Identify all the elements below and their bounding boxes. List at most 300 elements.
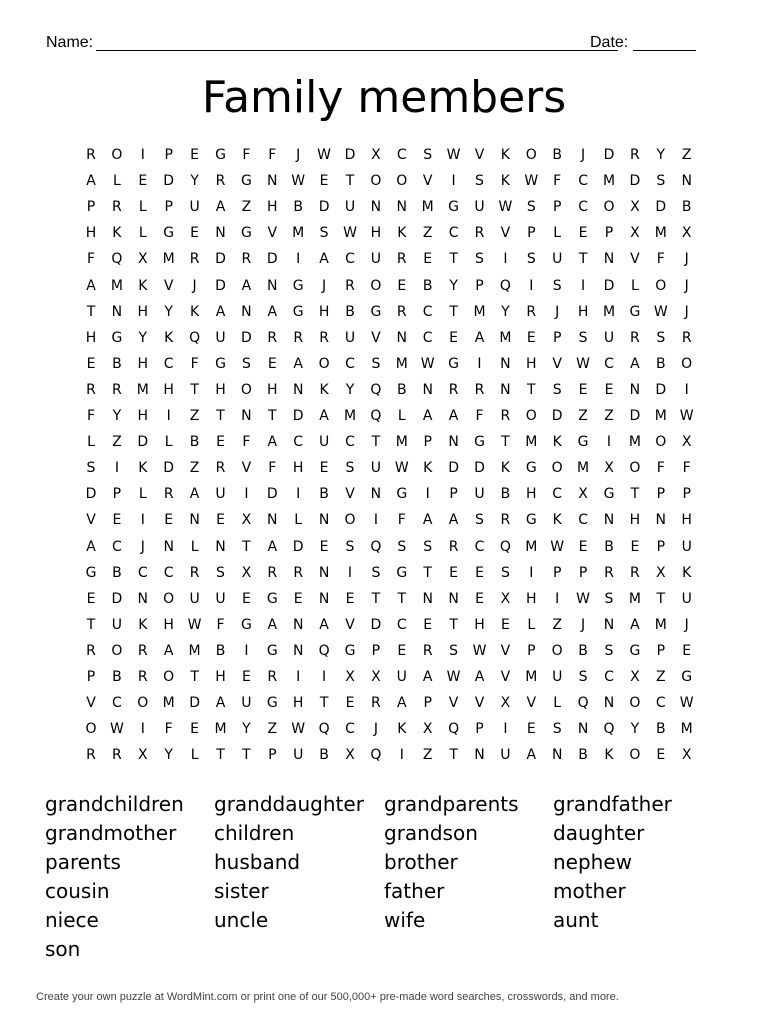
grid-letter: Y	[112, 408, 122, 424]
grid-letter: M	[136, 381, 149, 398]
grid-letter: S	[604, 590, 614, 607]
grid-letter: C	[163, 355, 174, 372]
grid-letter: R	[474, 381, 485, 398]
grid-row	[0, 171, 768, 197]
grid-letter: U	[344, 329, 356, 346]
grid-letter: G	[474, 434, 485, 451]
grid-letter: N	[629, 381, 641, 398]
grid-letter: J	[684, 251, 689, 268]
grid-letter: B	[578, 747, 588, 764]
grid-letter: Z	[656, 669, 666, 685]
grid-letter: O	[163, 590, 175, 607]
grid-letter: G	[266, 695, 278, 712]
grid-letter: O	[525, 147, 537, 163]
grid-letter: P	[604, 225, 614, 242]
grid-letter: I	[581, 277, 586, 294]
grid-letter: R	[112, 381, 122, 398]
grid-letter: V	[86, 695, 96, 712]
grid-letter: J	[581, 616, 586, 633]
grid-letter: Q	[577, 695, 589, 712]
grid-letter: I	[140, 512, 145, 529]
grid-letter: T	[242, 747, 251, 764]
grid-letter: X	[630, 199, 640, 216]
grid-row	[0, 537, 768, 563]
grid-letter: B	[319, 486, 329, 503]
word-bank-item: granddaughter	[214, 792, 364, 816]
grid-letter: A	[215, 695, 226, 712]
grid-letter: E	[423, 251, 433, 268]
grid-letter: G	[448, 355, 460, 372]
word-bank-item: husband	[214, 850, 301, 874]
grid-letter: W	[472, 642, 487, 659]
grid-letter: Q	[448, 721, 460, 738]
grid-letter: W	[576, 355, 591, 372]
grid-letter: D	[655, 381, 667, 398]
word-bank-item: grandparents	[384, 792, 519, 816]
grid-letter: M	[525, 669, 538, 685]
grid-letter: U	[474, 199, 485, 216]
grid-letter: R	[267, 329, 278, 346]
grid-letter: P	[371, 642, 381, 659]
grid-letter: T	[578, 251, 588, 268]
grid-letter: D	[241, 329, 252, 346]
grid-letter: T	[371, 434, 381, 451]
grid-letter: S	[449, 642, 459, 659]
grid-letter: D	[474, 460, 485, 477]
grid-letter: L	[87, 434, 95, 451]
grid-letter: M	[162, 251, 175, 268]
grid-letter: S	[656, 173, 666, 190]
grid-letter: T	[345, 173, 355, 190]
grid-letter: Z	[578, 408, 588, 424]
grid-letter: V	[500, 669, 511, 685]
grid-letter: B	[112, 669, 122, 685]
grid-letter: J	[296, 147, 301, 163]
grid-letter: H	[292, 695, 304, 712]
grid-letter: N	[241, 303, 252, 320]
grid-letter: O	[111, 147, 123, 163]
grid-letter: S	[578, 669, 588, 685]
grid-letter: G	[577, 434, 589, 451]
grid-letter: G	[370, 303, 382, 320]
grid-letter: L	[164, 434, 173, 451]
grid-letter: R	[371, 695, 381, 712]
grid-letter: D	[266, 251, 278, 268]
grid-row	[0, 615, 768, 641]
grid-letter: R	[630, 147, 640, 163]
grid-row	[0, 641, 768, 667]
grid-letter: G	[111, 329, 123, 346]
grid-letter: V	[267, 225, 278, 242]
grid-row	[0, 145, 768, 171]
grid-letter: E	[630, 538, 640, 555]
grid-letter: U	[474, 486, 485, 503]
grid-letter: V	[630, 251, 640, 268]
grid-letter: O	[163, 669, 175, 685]
grid-letter: F	[268, 460, 277, 477]
grid-letter: S	[552, 381, 562, 398]
grid-letter: F	[216, 616, 225, 633]
grid-letter: L	[630, 277, 639, 294]
grid-letter: G	[85, 564, 97, 581]
grid-letter: A	[267, 434, 278, 451]
word-bank-item: niece	[45, 908, 99, 932]
grid-row	[0, 667, 768, 693]
grid-letter: T	[216, 408, 225, 424]
grid-letter: N	[500, 381, 511, 398]
grid-letter: X	[500, 590, 511, 607]
grid-letter: T	[423, 564, 432, 581]
grid-letter: U	[552, 669, 563, 685]
grid-letter: C	[396, 616, 407, 633]
grid-letter: W	[394, 460, 409, 477]
grid-letter: R	[137, 669, 148, 685]
grid-letter: C	[396, 147, 407, 163]
grid-letter: T	[449, 747, 458, 764]
grid-letter: Y	[501, 303, 510, 320]
grid-letter: B	[681, 199, 692, 216]
grid-letter: S	[475, 173, 484, 190]
grid-letter: L	[527, 616, 536, 633]
grid-letter: E	[578, 381, 588, 398]
grid-letter: X	[422, 721, 433, 738]
grid-letter: O	[85, 721, 97, 738]
grid-letter: R	[396, 251, 407, 268]
grid-letter: P	[682, 486, 691, 503]
grid-letter: T	[319, 695, 329, 712]
grid-letter: T	[656, 590, 666, 607]
grid-letter: F	[242, 434, 251, 451]
grid-letter: V	[345, 486, 355, 503]
grid-letter: E	[241, 590, 251, 607]
grid-letter: A	[267, 303, 278, 320]
grid-letter: E	[216, 434, 225, 451]
grid-letter: U	[318, 434, 330, 451]
grid-letter: J	[192, 277, 197, 294]
grid-letter: K	[552, 512, 562, 529]
grid-letter: D	[266, 486, 278, 503]
grid-letter: X	[681, 747, 692, 764]
grid-letter: L	[138, 225, 147, 242]
grid-letter: O	[551, 642, 563, 659]
grid-letter: E	[345, 695, 355, 712]
footer-text: Create your own puzzle at WordMint.com or print one of our 500,000+ pre-made word searches, crosswords, and more.	[36, 991, 619, 1003]
grid-letter: X	[681, 225, 692, 242]
grid-letter: K	[397, 721, 407, 738]
grid-letter: U	[603, 329, 615, 346]
grid-letter: Q	[370, 747, 382, 764]
grid-letter: Z	[112, 434, 122, 451]
grid-letter: C	[345, 251, 355, 268]
grid-letter: S	[397, 538, 407, 555]
grid-letter: O	[318, 355, 330, 372]
grid-letter: T	[190, 381, 199, 398]
grid-letter: S	[345, 460, 355, 477]
grid-letter: S	[552, 721, 562, 738]
grid-letter: N	[448, 590, 459, 607]
grid-letter: Z	[241, 199, 252, 216]
grid-letter: J	[684, 277, 689, 294]
grid-letter: R	[448, 381, 459, 398]
grid-letter: R	[681, 329, 692, 346]
grid-letter: M	[473, 303, 486, 320]
grid-letter: V	[500, 642, 511, 659]
grid-letter: P	[527, 225, 536, 242]
grid-letter: U	[189, 590, 200, 607]
grid-letter: A	[189, 486, 200, 503]
grid-letter: G	[215, 147, 226, 163]
grid-letter: C	[604, 355, 614, 372]
grid-letter: O	[344, 512, 356, 529]
grid-letter: N	[396, 199, 408, 216]
grid-letter: N	[370, 199, 382, 216]
grid-letter: E	[293, 590, 303, 607]
grid-row	[0, 276, 768, 302]
grid-letter: F	[190, 355, 199, 372]
grid-letter: S	[86, 460, 96, 477]
grid-letter: X	[630, 669, 640, 685]
grid-letter: D	[85, 486, 97, 503]
grid-letter: M	[292, 225, 305, 242]
grid-letter: J	[555, 303, 560, 320]
grid-letter: W	[498, 199, 513, 216]
grid-letter: C	[422, 303, 433, 320]
grid-row	[0, 380, 768, 406]
grid-row	[0, 458, 768, 484]
grid-letter: D	[163, 460, 175, 477]
grid-letter: M	[395, 434, 408, 451]
grid-letter: U	[215, 329, 226, 346]
grid-letter: M	[214, 721, 227, 738]
grid-letter: I	[529, 277, 534, 294]
word-bank-item: mother	[553, 879, 626, 903]
grid-letter: R	[448, 538, 459, 555]
grid-letter: O	[655, 277, 667, 294]
grid-letter: S	[319, 225, 329, 242]
grid-letter: M	[188, 642, 201, 659]
grid-letter: E	[319, 173, 329, 190]
grid-letter: N	[267, 173, 278, 190]
grid-letter: N	[474, 747, 485, 764]
grid-letter: C	[422, 329, 433, 346]
grid-letter: Q	[370, 538, 382, 555]
grid-letter: H	[85, 329, 97, 346]
grid-letter: B	[112, 355, 122, 372]
grid-letter: W	[576, 590, 591, 607]
grid-row	[0, 197, 768, 223]
grid-letter: E	[578, 225, 588, 242]
grid-letter: P	[656, 538, 666, 555]
grid-letter: N	[215, 538, 226, 555]
grid-letter: I	[503, 721, 508, 738]
grid-letter: K	[682, 564, 692, 581]
grid-letter: Z	[604, 408, 614, 424]
grid-letter: P	[527, 642, 536, 659]
grid-letter: Q	[603, 721, 615, 738]
grid-letter: I	[529, 564, 534, 581]
grid-letter: C	[345, 721, 355, 738]
grid-letter: A	[86, 538, 96, 555]
name-label: Name:	[46, 34, 94, 51]
grid-letter: H	[526, 590, 537, 607]
grid-letter: G	[396, 486, 408, 503]
grid-letter: A	[630, 355, 640, 372]
grid-letter: M	[602, 303, 616, 320]
grid-letter: N	[267, 277, 278, 294]
grid-letter: I	[166, 408, 171, 424]
grid-letter: N	[603, 512, 615, 529]
grid-letter: A	[215, 199, 226, 216]
grid-letter: H	[526, 486, 537, 503]
grid-letter: Z	[681, 147, 692, 163]
grid-letter: S	[423, 538, 433, 555]
grid-letter: P	[656, 642, 666, 659]
grid-letter: R	[215, 460, 226, 477]
word-bank-item: parents	[45, 850, 121, 874]
grid-letter: G	[603, 486, 615, 503]
grid-letter: Y	[449, 277, 458, 294]
grid-letter: K	[397, 225, 407, 242]
grid-letter: K	[138, 616, 148, 633]
grid-letter: Z	[267, 721, 278, 738]
grid-letter: H	[137, 355, 149, 372]
grid-letter: U	[552, 251, 563, 268]
grid-letter: I	[606, 434, 612, 451]
grid-letter: M	[602, 173, 616, 190]
grid-letter: M	[680, 721, 693, 738]
grid-letter: Y	[630, 721, 640, 738]
grid-letter: X	[578, 486, 588, 503]
grid-letter: X	[345, 747, 355, 764]
grid-letter: A	[319, 616, 329, 633]
grid-letter: W	[317, 147, 332, 163]
grid-letter: D	[551, 408, 563, 424]
grid-letter: C	[604, 669, 614, 685]
grid-letter: Z	[189, 460, 200, 477]
grid-letter: H	[267, 381, 278, 398]
grid-letter: G	[629, 642, 641, 659]
grid-row	[0, 563, 768, 589]
grid-letter: C	[655, 695, 666, 712]
grid-letter: E	[319, 460, 329, 477]
grid-letter: A	[267, 616, 278, 633]
grid-letter: N	[137, 590, 149, 607]
grid-letter: D	[344, 147, 356, 163]
grid-letter: J	[373, 721, 378, 738]
grid-letter: E	[86, 590, 96, 607]
grid-letter: M	[525, 538, 538, 555]
grid-letter: A	[163, 642, 174, 659]
grid-letter: S	[241, 355, 251, 372]
grid-letter: I	[477, 355, 482, 372]
grid-letter: D	[292, 538, 304, 555]
grid-letter: R	[630, 564, 640, 581]
grid-letter: C	[112, 695, 122, 712]
grid-row	[0, 719, 768, 745]
grid-row	[0, 432, 768, 458]
grid-letter: N	[215, 225, 226, 242]
grid-letter: T	[630, 486, 640, 503]
grid-letter: P	[86, 199, 96, 216]
grid-letter: P	[164, 199, 173, 216]
grid-letter: I	[425, 486, 430, 503]
grid-letter: H	[85, 225, 97, 242]
grid-letter: W	[109, 721, 124, 738]
grid-letter: E	[112, 512, 122, 529]
word-bank-item: cousin	[45, 879, 110, 903]
grid-letter: E	[475, 564, 484, 581]
word-bank-item: brother	[384, 850, 458, 874]
grid-letter: F	[242, 147, 251, 163]
grid-letter: M	[499, 329, 512, 346]
grid-letter: E	[656, 747, 666, 764]
grid-letter: E	[190, 225, 200, 242]
grid-letter: N	[163, 538, 174, 555]
grid-letter: O	[137, 695, 149, 712]
grid-letter: E	[526, 721, 536, 738]
grid-letter: N	[603, 251, 615, 268]
grid-letter: O	[551, 460, 563, 477]
grid-letter: A	[293, 355, 303, 372]
grid-letter: X	[138, 251, 148, 268]
grid-letter: W	[291, 721, 306, 738]
grid-letter: I	[140, 721, 145, 738]
grid-letter: P	[578, 564, 588, 581]
grid-letter: U	[370, 251, 382, 268]
grid-letter: F	[86, 408, 96, 424]
grid-letter: S	[371, 355, 381, 372]
grid-letter: M	[628, 590, 641, 607]
grid-letter: I	[503, 251, 508, 268]
grid-letter: P	[423, 434, 432, 451]
grid-letter: O	[525, 408, 537, 424]
grid-letter: J	[581, 147, 586, 163]
grid-letter: B	[396, 381, 407, 398]
grid-letter: X	[500, 695, 511, 712]
puzzle-title: Family members	[201, 72, 567, 123]
grid-letter: E	[423, 616, 433, 633]
grid-letter: P	[656, 486, 666, 503]
grid-letter: I	[684, 381, 689, 398]
grid-letter: R	[189, 251, 200, 268]
grid-letter: F	[553, 173, 562, 190]
grid-letter: V	[448, 695, 459, 712]
grid-letter: H	[137, 303, 149, 320]
grid-letter: R	[500, 408, 511, 424]
grid-letter: L	[190, 538, 199, 555]
grid-row	[0, 745, 768, 771]
grid-letter: C	[345, 355, 355, 372]
grid-letter: F	[656, 251, 665, 268]
grid-letter: P	[552, 329, 562, 346]
grid-letter: K	[112, 225, 122, 242]
grid-letter: F	[86, 251, 96, 268]
grid-letter: I	[244, 642, 249, 659]
grid-letter: O	[681, 355, 693, 372]
grid-row	[0, 589, 768, 615]
grid-letter: M	[162, 695, 175, 712]
grid-letter: M	[110, 277, 123, 294]
grid-letter: Y	[242, 721, 251, 738]
grid-letter: I	[244, 486, 249, 503]
grid-letter: C	[552, 486, 563, 503]
grid-letter: I	[347, 564, 353, 581]
grid-letter: R	[267, 669, 278, 685]
grid-letter: Y	[138, 329, 148, 346]
grid-letter: T	[86, 303, 96, 320]
grid-letter: P	[86, 669, 96, 685]
grid-letter: S	[500, 564, 510, 581]
